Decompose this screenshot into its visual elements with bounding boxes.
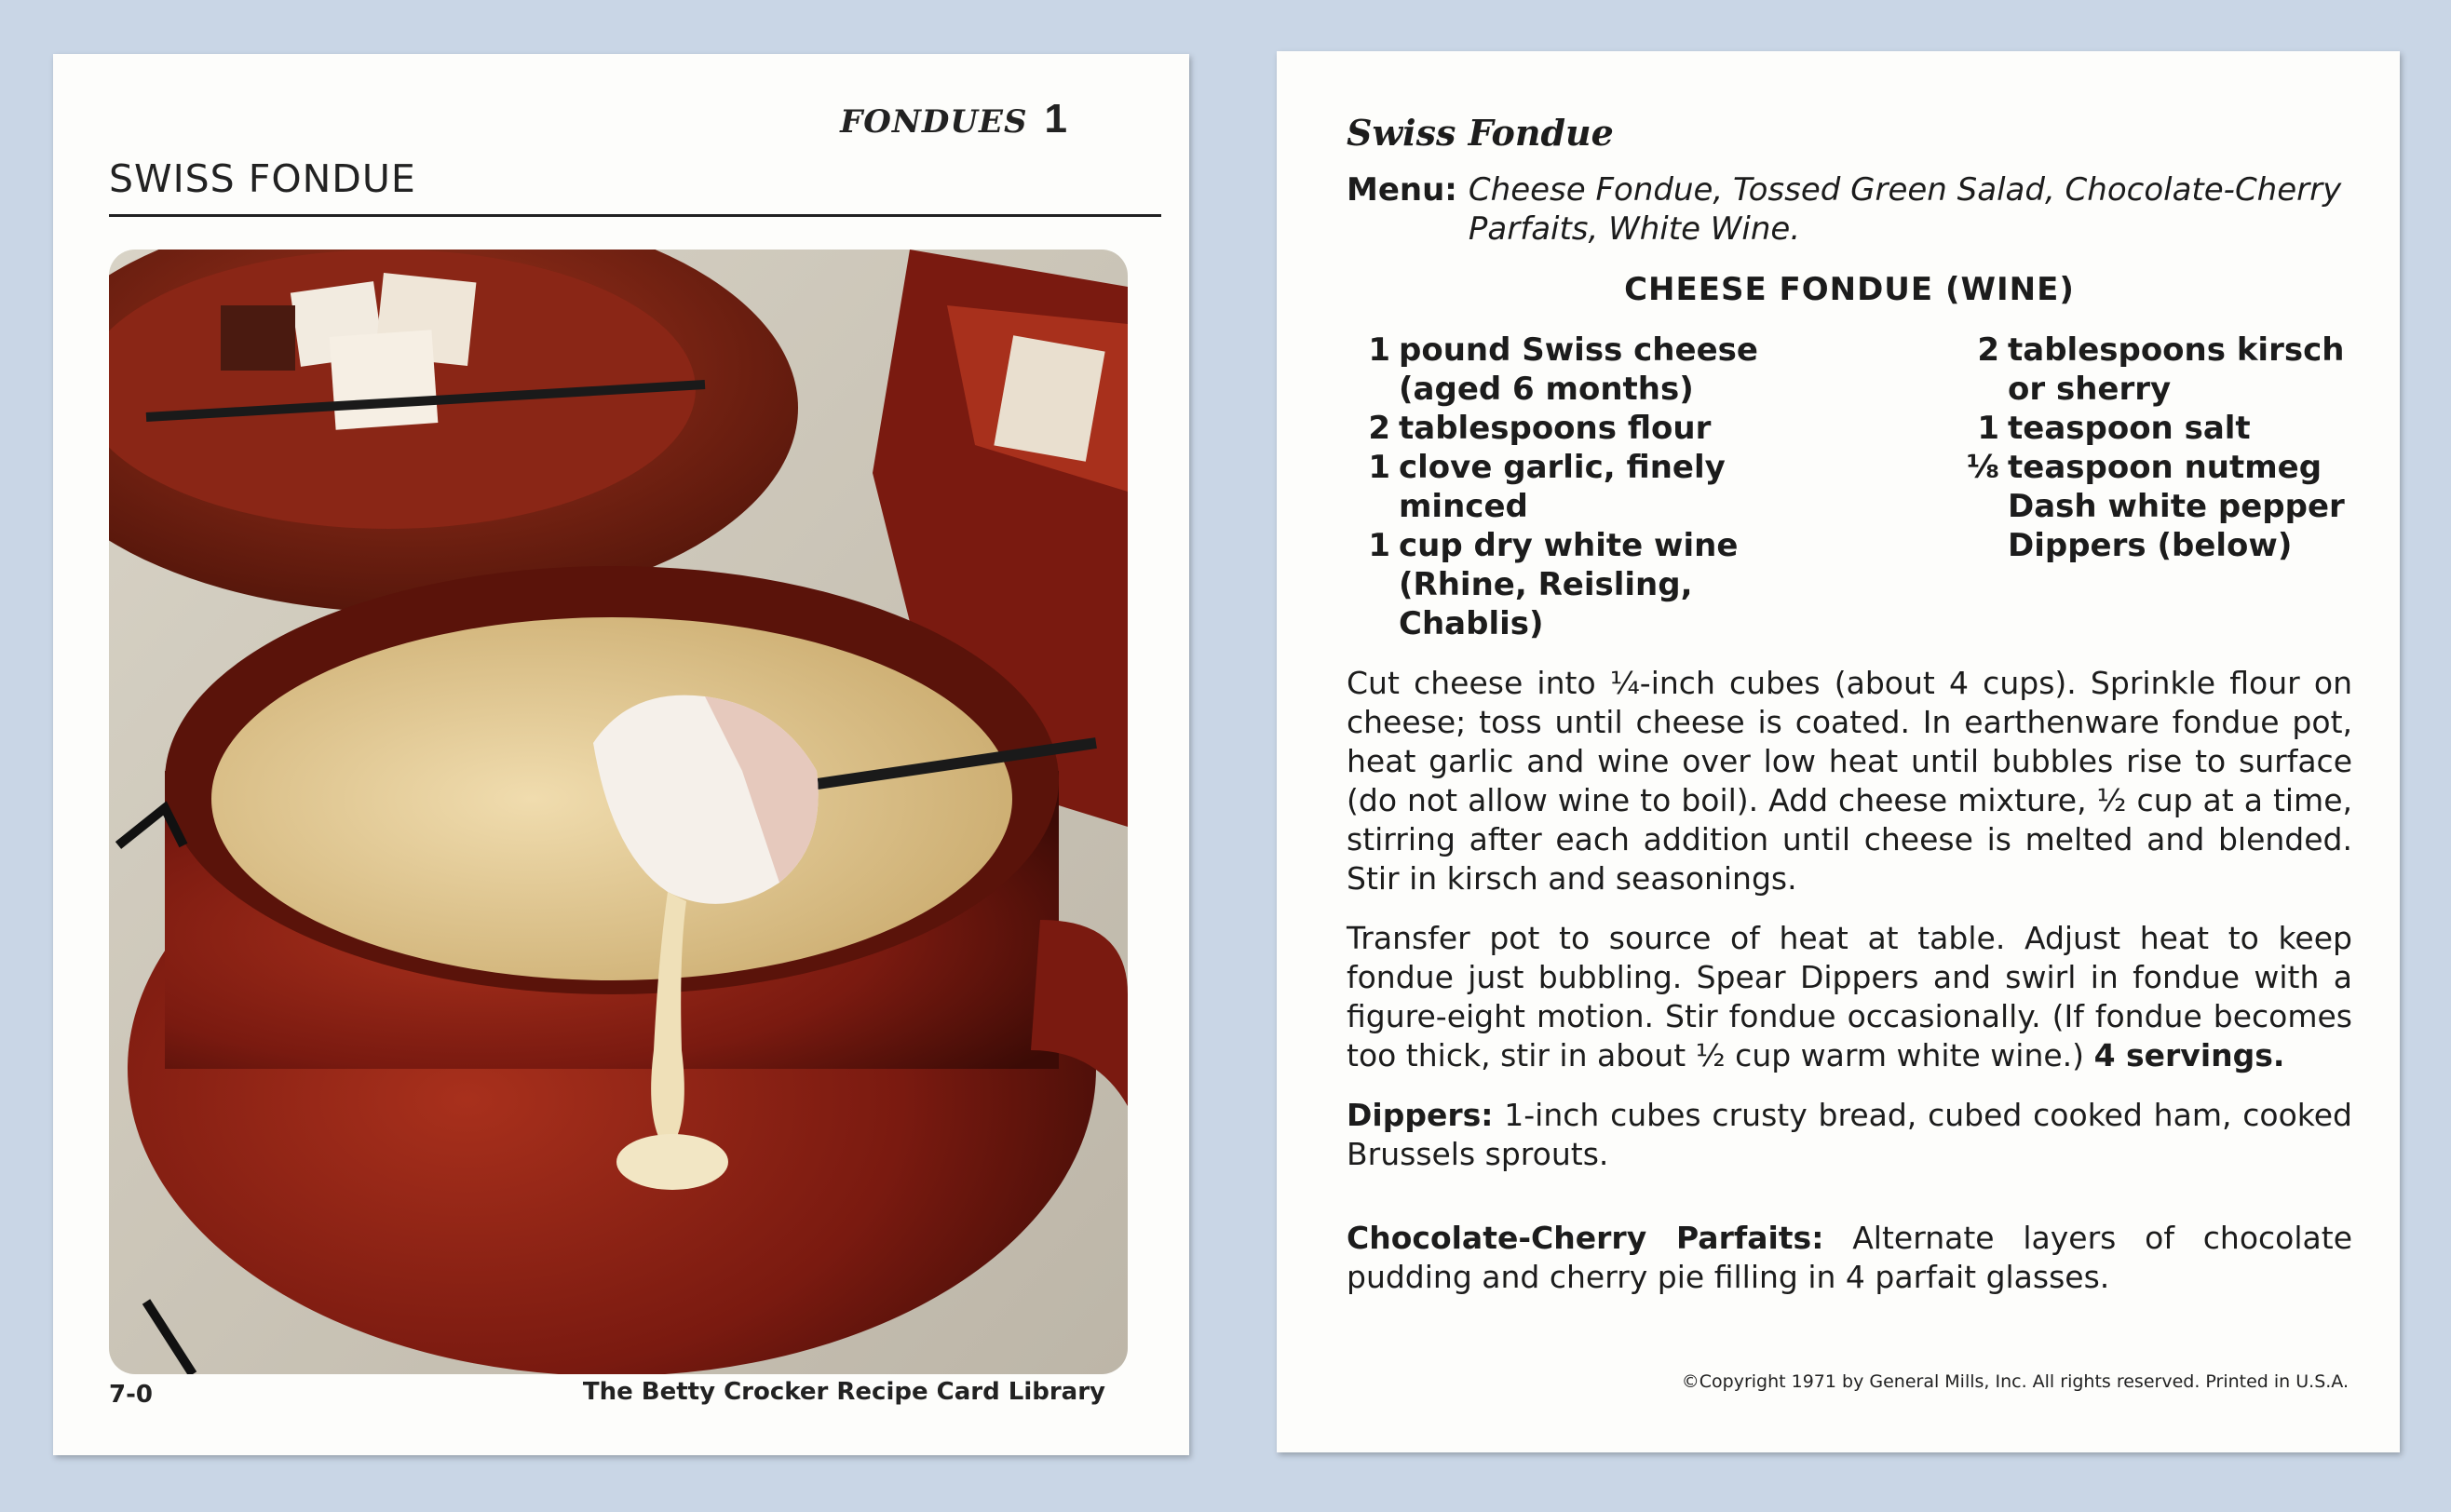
menu-line xyxy=(1347,170,2352,249)
recipe-card-back xyxy=(1277,51,2400,1452)
recipe-title: Swiss Fondue xyxy=(1347,112,1614,154)
menu-text: Cheese Fondue, Tossed Green Salad, Chocolate-Cherry Parfaits, White Wine. xyxy=(1468,171,2342,248)
instructions-paragraph-1: Cut cheese into ¼-inch cubes (about 4 cups). Sprinkle flour on cheese; toss until cheese is coated. In earthenware fondue pot, heat garlic and wine over low heat until bubbles rise to surface (do not allow wine to boil). Add cheese mixture, ½ cup at a time, stirring after each addition until cheese is melted and blended. Stir in kirsch and seasonings. xyxy=(1347,665,2352,897)
recipe-card-front xyxy=(53,54,1189,1455)
ingredient-item: Dash white pepper xyxy=(2008,488,2345,525)
parfait-label: Chocolate-Cherry Parfaits: xyxy=(1347,1220,1824,1256)
ingredient-item: ⅛ teaspoon nutmeg xyxy=(1966,449,2322,486)
series-number: 1 xyxy=(1044,96,1068,142)
fondue-photo xyxy=(109,250,1128,1374)
ingredient-item: 1 cup dry white wine (Rhine, Reisling, Chablis) xyxy=(1368,527,1739,642)
yield-text: 4 servings. xyxy=(2093,1037,2285,1073)
parfait-text: Alternate layers of chocolate pudding and cherry pie filling in 4 parfait glasses. xyxy=(1347,1220,2352,1295)
parfait-paragraph xyxy=(1347,1219,2352,1297)
dippers-text: 1-inch cubes crusty bread, cubed cooked ham, cooked Brussels sprouts. xyxy=(1347,1097,2352,1172)
ingredient-item: 1 clove garlic, finely minced xyxy=(1368,449,1726,525)
series-name: FONDUES xyxy=(840,103,1028,141)
ingredient-item: 1 teaspoon salt xyxy=(1977,410,2251,447)
ingredient-item: 2 tablespoons flour xyxy=(1368,410,1712,447)
recipe-body xyxy=(1347,112,2352,1297)
copyright-notice: ©Copyright 1971 by General Mills, Inc. All rights reserved. Printed in U.S.A. xyxy=(1681,1371,2349,1392)
ingredient-list xyxy=(1347,331,2352,643)
ingredient-column-right xyxy=(1964,331,2352,643)
instructions-paragraph-2 xyxy=(1347,919,2352,1075)
fondue-pot-image xyxy=(109,250,1128,1374)
ingredient-item: Dippers (below) xyxy=(2008,527,2293,564)
menu-label: Menu: xyxy=(1347,171,1457,209)
series-label xyxy=(840,96,1068,142)
ingredient-column-left xyxy=(1361,331,1827,643)
instructions-text: Transfer pot to source of heat at table. Adjust heat to keep fondue just bubbling. Spear Dippers and swirl in fondue with a figure-eight motion. Stir fondue occasionally. (If fondue becomes too thick, stir in about ½ cup warm white wine.) xyxy=(1347,920,2352,1073)
card-title: SWISS FONDUE xyxy=(109,156,416,201)
card-code: 7-0 xyxy=(109,1381,153,1409)
ingredient-item: 1 pound Swiss cheese (aged 6 months) xyxy=(1368,331,1758,408)
library-name: The Betty Crocker Recipe Card Library xyxy=(582,1378,1105,1406)
dippers-paragraph xyxy=(1347,1096,2352,1174)
recipe-heading: CHEESE FONDUE (WINE) xyxy=(1624,271,2075,308)
ingredient-item: 2 tablespoons kirsch or sherry xyxy=(1977,331,2345,408)
dippers-label: Dippers: xyxy=(1347,1097,1494,1133)
title-divider xyxy=(109,214,1161,217)
